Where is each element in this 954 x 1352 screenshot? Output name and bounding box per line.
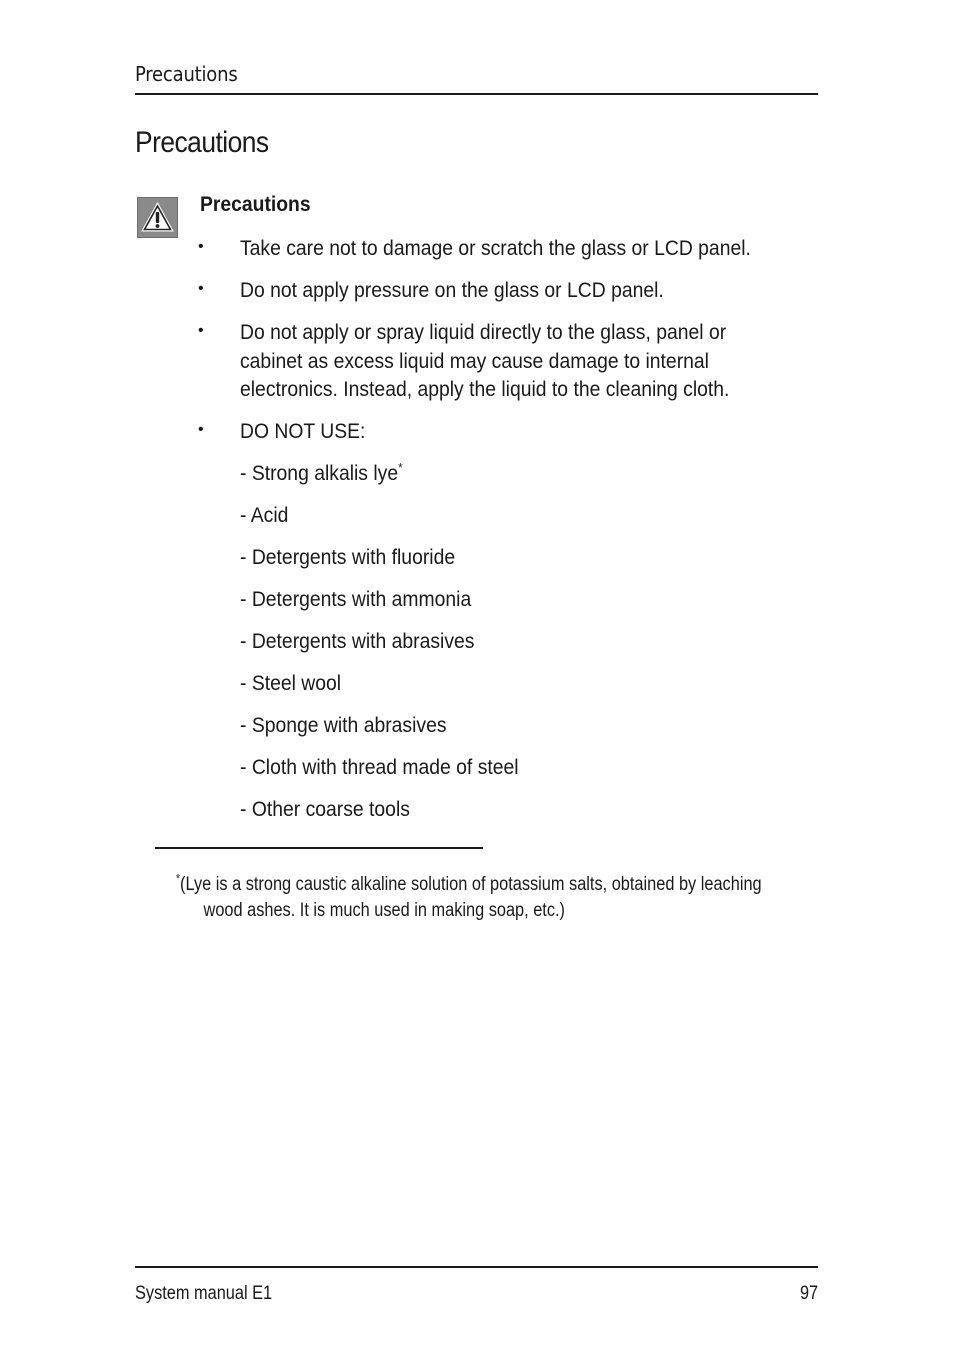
footer-rule bbox=[135, 1266, 818, 1268]
footnote-line: (Lye is a strong caustic alkaline solution of potassium salts, obtained by leaching bbox=[180, 874, 762, 895]
list-item: Take care not to damage or scratch the glass or LCD panel. bbox=[240, 236, 751, 260]
do-not-use-item: - Detergents with ammonia bbox=[240, 587, 472, 611]
do-not-use-item: - Detergents with abrasives bbox=[240, 629, 475, 653]
list-item-line: Do not apply or spray liquid directly to the glass, panel or bbox=[240, 320, 727, 344]
do-not-use-item-text: - Strong alkalis lye bbox=[240, 461, 399, 485]
list-item bbox=[240, 318, 729, 404]
list-item: Do not apply pressure on the glass or LCD panel. bbox=[240, 278, 664, 302]
footnote-marker: * bbox=[176, 871, 181, 886]
footer-manual-name: System manual E1 bbox=[135, 1283, 273, 1304]
footer-page-number: 97 bbox=[799, 1283, 818, 1304]
warning-triangle-icon bbox=[137, 197, 178, 238]
bullet-marker: • bbox=[198, 421, 204, 438]
do-not-use-item: - Detergents with fluoride bbox=[240, 545, 456, 569]
running-header: Precautions bbox=[135, 62, 238, 86]
footnote bbox=[176, 872, 762, 923]
page-title: Precautions bbox=[135, 126, 269, 159]
do-not-use-item: - Other coarse tools bbox=[240, 797, 410, 821]
list-item: DO NOT USE: bbox=[240, 419, 366, 443]
do-not-use-item: - Cloth with thread made of steel bbox=[240, 755, 519, 779]
do-not-use-item bbox=[240, 459, 403, 488]
list-item-line: electronics. Instead, apply the liquid to the cleaning cloth. bbox=[240, 377, 730, 401]
do-not-use-item: - Acid bbox=[240, 503, 289, 527]
header-rule bbox=[135, 93, 818, 95]
section-heading: Precautions bbox=[200, 193, 311, 216]
bullet-marker: • bbox=[198, 322, 204, 339]
do-not-use-item: - Sponge with abrasives bbox=[240, 713, 447, 737]
list-item-line: cabinet as excess liquid may cause damage to internal bbox=[240, 348, 709, 373]
footnote-rule bbox=[155, 847, 483, 849]
footnote-reference: * bbox=[398, 459, 403, 475]
bullet-marker: • bbox=[198, 280, 204, 297]
bullet-marker: • bbox=[198, 238, 204, 255]
footnote-line: wood ashes. It is much used in making soap, etc.) bbox=[203, 899, 566, 921]
do-not-use-item: - Steel wool bbox=[240, 671, 342, 695]
